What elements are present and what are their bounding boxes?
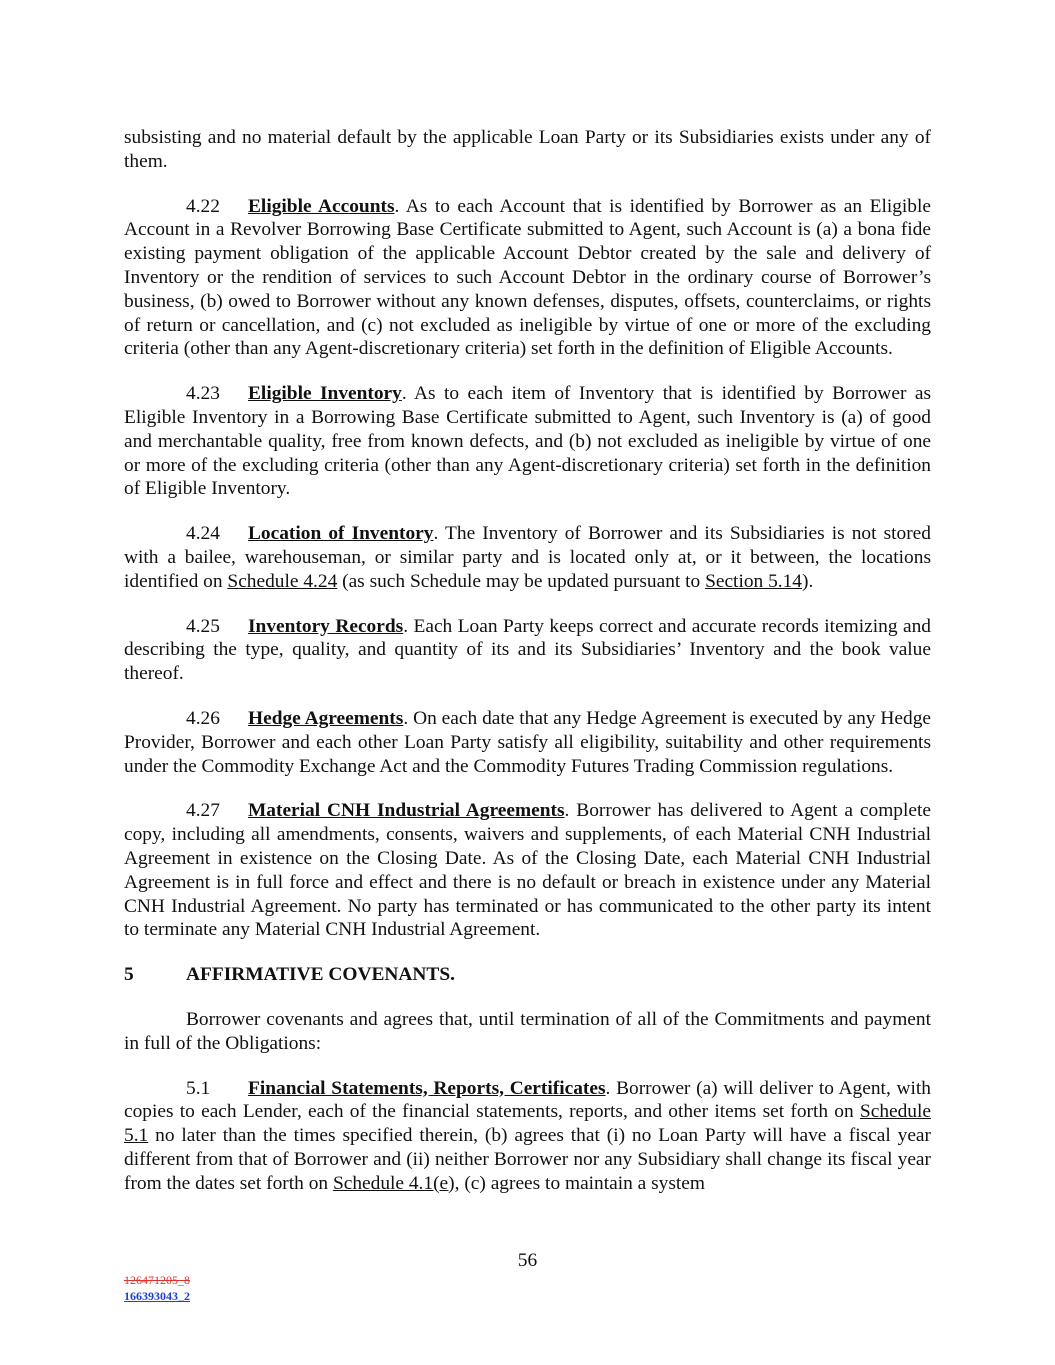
section-5-1 <box>124 1077 931 1196</box>
schedule-reference: Schedule 4.24 <box>227 570 338 592</box>
article-title: AFFIRMATIVE COVENANTS. <box>186 964 455 986</box>
document-page <box>124 126 931 1195</box>
section-heading: Inventory Records <box>248 615 404 637</box>
article-5-title <box>124 963 931 987</box>
section-4-22 <box>124 195 931 362</box>
section-4-26 <box>124 707 931 778</box>
section-number: 5.1 <box>186 1077 211 1099</box>
section-body: . As to each item of Inventory that is identified by Borrower as Eligible Inventory in a Borrowing Base Certificate submitted to Agent, such Inventory is (a) of good and merchantable quality, free from known defects, and (b) not excluded as ineligible by virtue of one or more of the excluding criteria (other than any Agent-discretionary criteria) set forth in the definition of Eligible Inventory. <box>124 383 931 500</box>
section-body: no later than the times specified therein, (b) agrees that (i) no Loan Party will have a fiscal year different from that of Borrower and (ii) neither Borrower nor any Subsidiary shall change its fiscal year from the dates set forth on <box>124 1125 931 1194</box>
section-body: . Borrower has delivered to Agent a complete copy, including all amendments, consents, waivers and supplements, of each Material CNH Industrial Agreement in existence on the Closing Date. As of the Closing Date, each Material CNH Industrial Agreement is in full force and effect and there is no default or breach in existence under any Material CNH Industrial Agreement. No party has terminated or has communicated to the other party its intent to terminate any Material CNH Industrial Agreement. <box>124 800 931 941</box>
section-body: . Borrower (a) will deliver to Agent, with copies to each Lender, each of the financial statements, reports, and other items set forth on <box>124 1077 931 1123</box>
section-4-24 <box>124 522 931 593</box>
section-4-27 <box>124 799 931 942</box>
section-heading: Eligible Inventory <box>248 383 402 405</box>
section-reference: Section 5.14 <box>705 570 803 592</box>
section-number: 4.26 <box>186 707 220 729</box>
section-heading: Hedge Agreements <box>248 707 404 729</box>
section-heading: Material CNH Industrial Agreements <box>248 800 565 822</box>
section-number: 4.23 <box>186 383 220 405</box>
inserted-document-id: 166393043_2 <box>124 1289 190 1303</box>
section-heading: Financial Statements, Reports, Certificates <box>248 1077 606 1099</box>
section-body: (as such Schedule may be updated pursuant to <box>337 570 706 592</box>
page-number: 56 <box>517 1250 538 1271</box>
article-number: 5 <box>124 964 134 986</box>
section-body: . On each date that any Hedge Agreement is executed by any Hedge Provider, Borrower and each other Loan Party satisfy all eligibility, suitability and other requirements under the Commodity Exchange Act and the Commodity Futures Trading Commission regulations. <box>124 707 931 777</box>
section-number: 4.27 <box>186 800 220 822</box>
section-body: , (c) agrees to maintain a system <box>454 1172 705 1194</box>
section-number: 4.22 <box>186 195 220 217</box>
section-4-23 <box>124 382 931 501</box>
section-body: . Each Loan Party keeps correct and accurate records itemizing and describing the type, quality, and quantity of its and its Subsidiaries’ Inventory and the book value thereof. <box>124 615 931 685</box>
section-body: . As to each Account that is identified by Borrower as an Eligible Account in a Revolver Borrowing Base Certificate submitted to Agent, such Account is (a) a bona fide existing payment obligation of the applicable Account Debtor created by the sale and delivery of Inventory or the rendition of services to such Account Debtor in the ordinary course of Borrower’s business, (b) owed to Borrower without any known defenses, disputes, offsets, counterclaims, or rights of return or cancellation, and (c) not excluded as ineligible by virtue of one or more of the excluding criteria (other than any Agent-discretionary criteria) set forth in the definition of Eligible Accounts. <box>124 195 931 360</box>
section-body: . The Inventory of Borrower and its Subsidiaries is not stored with a bailee, warehouseman, or similar party and is located only at, or it between, the locations identified on <box>124 523 931 592</box>
section-4-25 <box>124 615 931 686</box>
schedule-reference: Schedule 5.1 <box>124 1101 931 1147</box>
section-body: ). <box>802 570 814 592</box>
section-number: 4.24 <box>186 523 220 545</box>
schedule-reference: Schedule 4.1(e) <box>332 1172 455 1194</box>
intro-paragraph: subsisting and no material default by the applicable Loan Party or its Subsidiaries exists under any of them. <box>124 127 931 172</box>
deleted-document-id: 126471205_8 <box>124 1273 190 1287</box>
section-heading: Eligible Accounts <box>248 195 395 217</box>
section-number: 4.25 <box>186 615 220 637</box>
section-heading: Location of Inventory <box>248 523 434 545</box>
article-5-lead: Borrower covenants and agrees that, until termination of all of the Commitments and payment in full of the Obligations: <box>124 1008 931 1054</box>
